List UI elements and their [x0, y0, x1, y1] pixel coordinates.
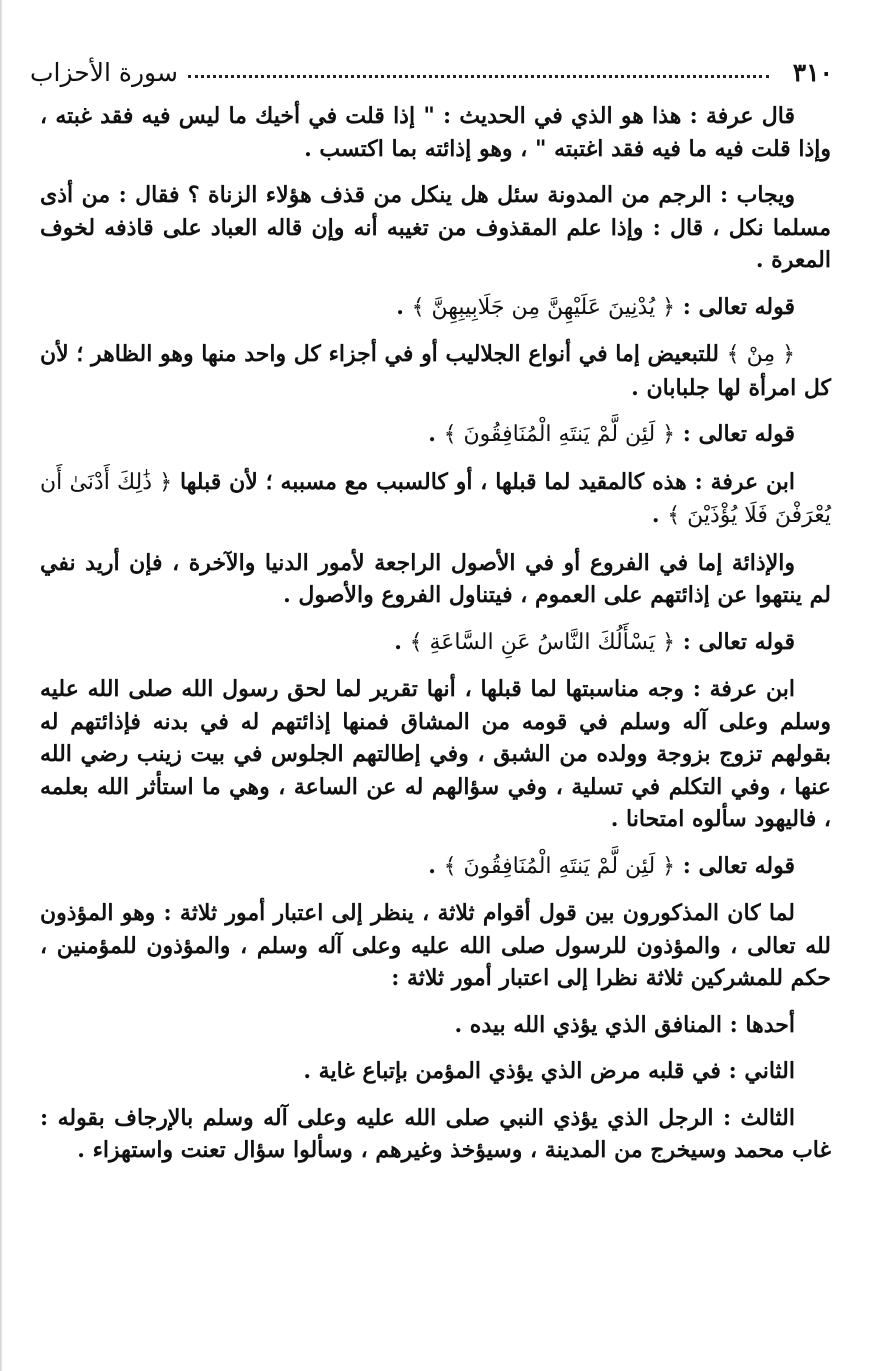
paragraph-idha-furu: والإذائة إما في الفروع أو في الأصول الراجعة لأمور الدنيا والآخرة ، فإن أريد نفي لم ينتهوا عن إذائتهم على العموم ، فيتناول الفروع والأصول .	[40, 549, 831, 608]
header-dotted-leader	[188, 75, 769, 78]
page-fold-shadow	[0, 0, 3, 1371]
paragraph-rajm-mudawwana: ويجاب : الرجم من المدونة سئل هل ينكل من قذف هؤلاء الزناة ؟ فقال : من أذى مسلما نكل ، قال : وإذا علم المقذوف من تغيبه أنه وإن قاله العباد على قاذفه لخوف المعرة .	[40, 182, 831, 273]
paragraph-verse-saa: قوله تعالى : ﴿ يَسْأَلُكَ النَّاسُ عَنِ السَّاعَةِ ﴾ .	[394, 628, 795, 655]
surah-title: سورة الأحزاب	[30, 57, 178, 87]
page-body	[40, 100, 831, 1181]
page-number: ٣١٠	[792, 57, 833, 87]
quran-verse: ﴿ لَئِن لَّمْ يَنتَهِ الْمُنَافِقُونَ ﴾	[443, 853, 676, 879]
paragraph-verse-munafiqun-1: قوله تعالى : ﴿ لَئِن لَّمْ يَنتَهِ الْمُنَافِقُونَ ﴾ .	[428, 421, 795, 447]
paragraph-thalith: الثالث : الرجل الذي يؤذي النبي صلى الله عليه وعلى آله وسلم بالإرجاف بقوله : غاب محمد وسيخرج من المدينة ، وسيؤخذ وغيرهم ، وسألوا سؤال تعنت واستهزاء .	[40, 1104, 831, 1163]
quran-verse: ﴿ لَئِن لَّمْ يَنتَهِ الْمُنَافِقُونَ ﴾	[443, 422, 676, 447]
paragraph-thani: الثاني : في قلبه مرض الذي يؤذي المؤمن بإتباع غاية .	[303, 1058, 795, 1084]
page-header	[30, 52, 833, 92]
paragraph-verse-yudnina: قوله تعالى : ﴿ يُدْنِينَ عَلَيْهِنَّ مِن جَلَابِيبِهِنَّ ﴾ .	[396, 293, 795, 320]
paragraph-ibn-arafa-munasaba: ابن عرفة : وجه مناسبتها لما قبلها ، أنها تقرير لما لحق رسول الله صلى الله عليه وسلم وعلى آله وسلم في قومه من المشاق فمنها إذائتهم له في بدنه فإذائتهم له بقولهم تزوج بزوجة وولده من الشبق ، وفي إطالتهم الجلوس في بيت زينب رضي الله عنها ، وفي التكلم في تسلية ، وفي سؤالهم له عن الساعة ، وهي ما استأثر الله بعلمه ، فاليهود سألوه امتحانا .	[40, 676, 831, 832]
paragraph-ahaduha: أحدها : المنافق الذي يؤذي الله بيده .	[454, 1011, 795, 1038]
paragraph-thalatha: لما كان المذكورون بين قول أقوام ثلاثة ، ينظر إلى اعتبار أمور ثلاثة : وهو المؤذون لله تعالى ، والمؤذون للرسول صلى الله عليه وعلى آله وسلم ، والمؤذون للمؤمنين ، حكم للمشركين ثلاثة نظرا إلى اعتبار أمور ثلاثة :	[40, 900, 831, 991]
quran-verse: ﴿ يُدْنِينَ عَلَيْهِنَّ مِن جَلَابِيبِهِنَّ ﴾	[411, 294, 676, 320]
paragraph-verse-munafiqun-2: قوله تعالى : ﴿ لَئِن لَّمْ يَنتَهِ الْمُنَافِقُونَ ﴾ .	[428, 852, 795, 879]
paragraph-hadith-ghiba: قال عرفة : هذا هو الذي في الحديث : " إذا قلت في أخيك ما ليس فيه فقد غبته ، وإذا قلت فيه ما فيه فقد اغتبته " ، وهو إذائته بما اكتسب .	[40, 103, 831, 162]
quran-verse: ﴿ مِنْ ﴾	[726, 342, 795, 367]
quran-verse: ﴿ ذَٰلِكَ أَدْنَىٰ أَن يُعْرَفْنَ فَلَا يُؤْذَيْنَ ﴾	[40, 469, 831, 528]
paragraph-min-tabid: ﴿ مِنْ ﴾ للتبعيض إما في أنواع الجلاليب أو في أجزاء كل واحد منها وهو الظاهر ؛ لأن كل امرأة لها جلبابان .	[40, 341, 831, 401]
quran-verse: ﴿ يَسْأَلُكَ النَّاسُ عَنِ السَّاعَةِ ﴾	[409, 629, 676, 655]
paragraph-ibn-arafa-muqayyad: ابن عرفة : هذه كالمقيد لما قبلها ، أو كالسبب مع مسببه ؛ لأن قبلها ﴿ ذَٰلِكَ أَدْنَىٰ أَن يُعْرَفْنَ فَلَا يُؤْذَيْنَ ﴾ .	[40, 468, 831, 528]
